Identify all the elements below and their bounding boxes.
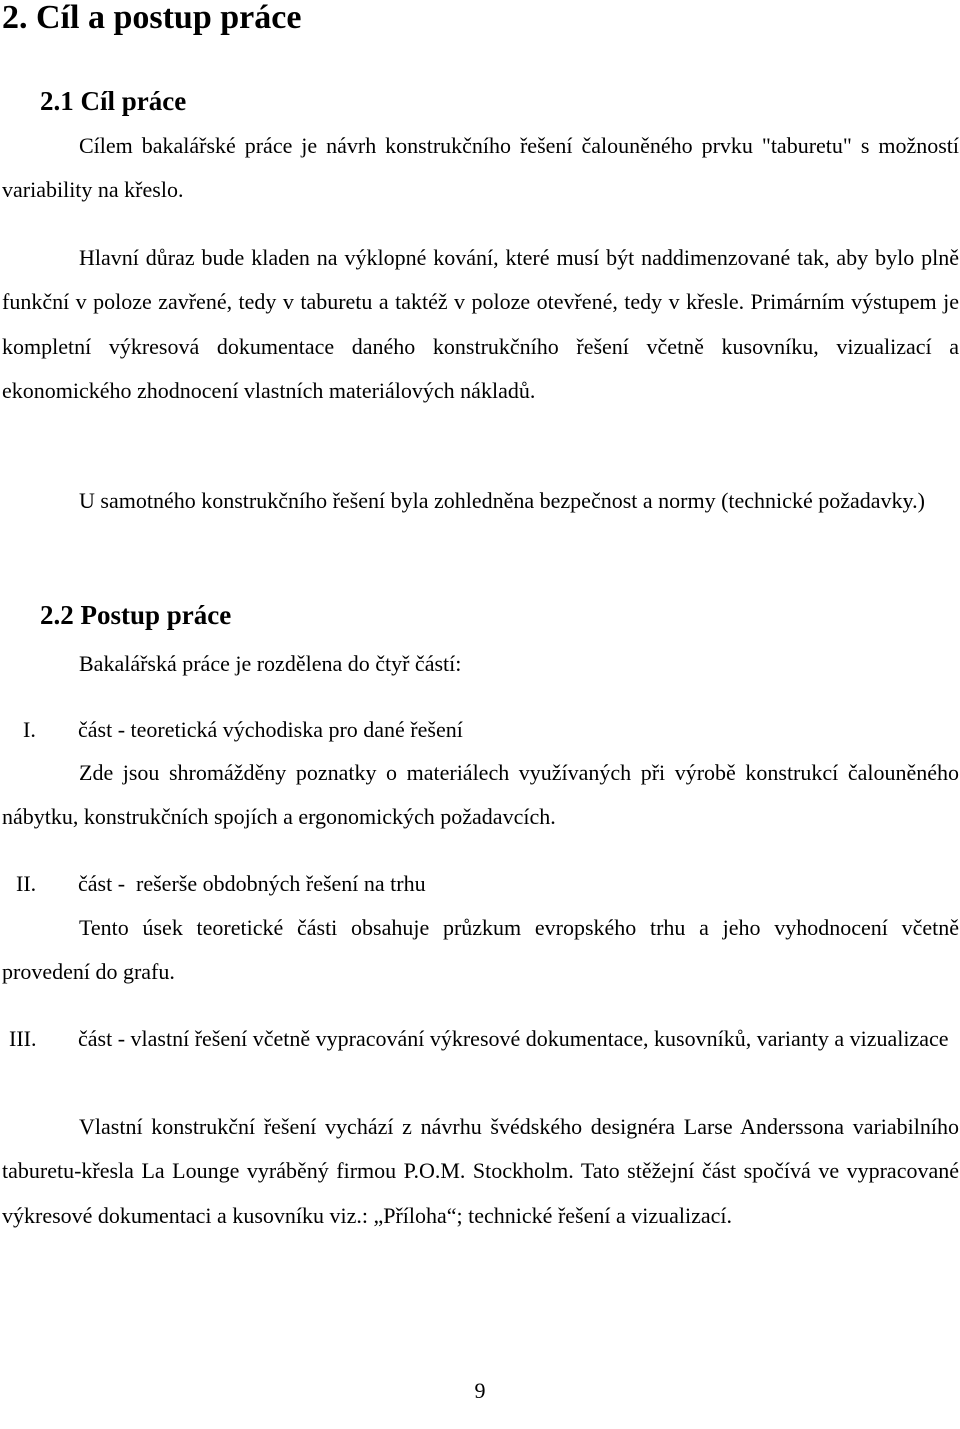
list-item-title: část - teoretická východiska pro dané řešení (78, 717, 463, 742)
list-item-numeral: I. (23, 717, 36, 742)
section-heading-procedure: 2.2 Postup práce (40, 600, 232, 630)
list-item-title: část - rešerše obdobných řešení na trhu (78, 871, 426, 896)
list-item-title: část - vlastní řešení včetně vypracování výkresové dokumentace, kusovníků, varianty a vizualizace (78, 1026, 949, 1051)
procedure-intro: Bakalářská práce je rozdělena do čtyř částí: (79, 651, 462, 676)
list-item-description: Zde jsou shromážděny poznatky o materiálech využívaných při výrobě konstrukcí čalouněného nábytku, konstrukčních spojích a ergonomických požadavcích. (2, 760, 959, 830)
list-item-description: Vlastní konstrukční řešení vychází z návrhu švédského designéra Larse Anderssona variabilního taburetu-křesla La Lounge vyráběný firmou P.O.M. Stockholm. Tato stěžejní část spočívá ve vypracované výkresové dokumentaci a kusovníku viz.: „Příloha“; technické řešení a vizualizací. (2, 1114, 959, 1228)
list-item-numeral: III. (9, 1026, 37, 1051)
goal-paragraph-1: Cílem bakalářské práce je návrh konstrukčního řešení čalouněného prvku "taburetu" s možností variability na křeslo. (2, 133, 959, 203)
goal-paragraph-3: U samotného konstrukčního řešení byla zohledněna bezpečnost a normy (technické požadavky.) (79, 488, 925, 513)
section-heading-goal: 2.1 Cíl práce (40, 86, 187, 116)
chapter-heading: 2. Cíl a postup práce (2, 0, 302, 36)
list-item-description: Tento úsek teoretické části obsahuje průzkum evropského trhu a jeho vyhodnocení včetně provedení do grafu. (2, 915, 959, 985)
list-item-numeral: II. (16, 871, 37, 896)
goal-paragraph-2: Hlavní důraz bude kladen na výklopné kování, které musí být naddimenzované tak, aby bylo plně funkční v poloze zavřené, tedy v taburetu a taktéž v poloze otevřené, tedy v křesle. Primárním výstupem je kompletní výkresová dokumentace daného konstrukčního řešení včetně kusovníku, vizualizací a ekonomického zhodnocení vlastních materiálových nákladů. (2, 245, 959, 403)
page-number: 9 (474, 1378, 486, 1403)
